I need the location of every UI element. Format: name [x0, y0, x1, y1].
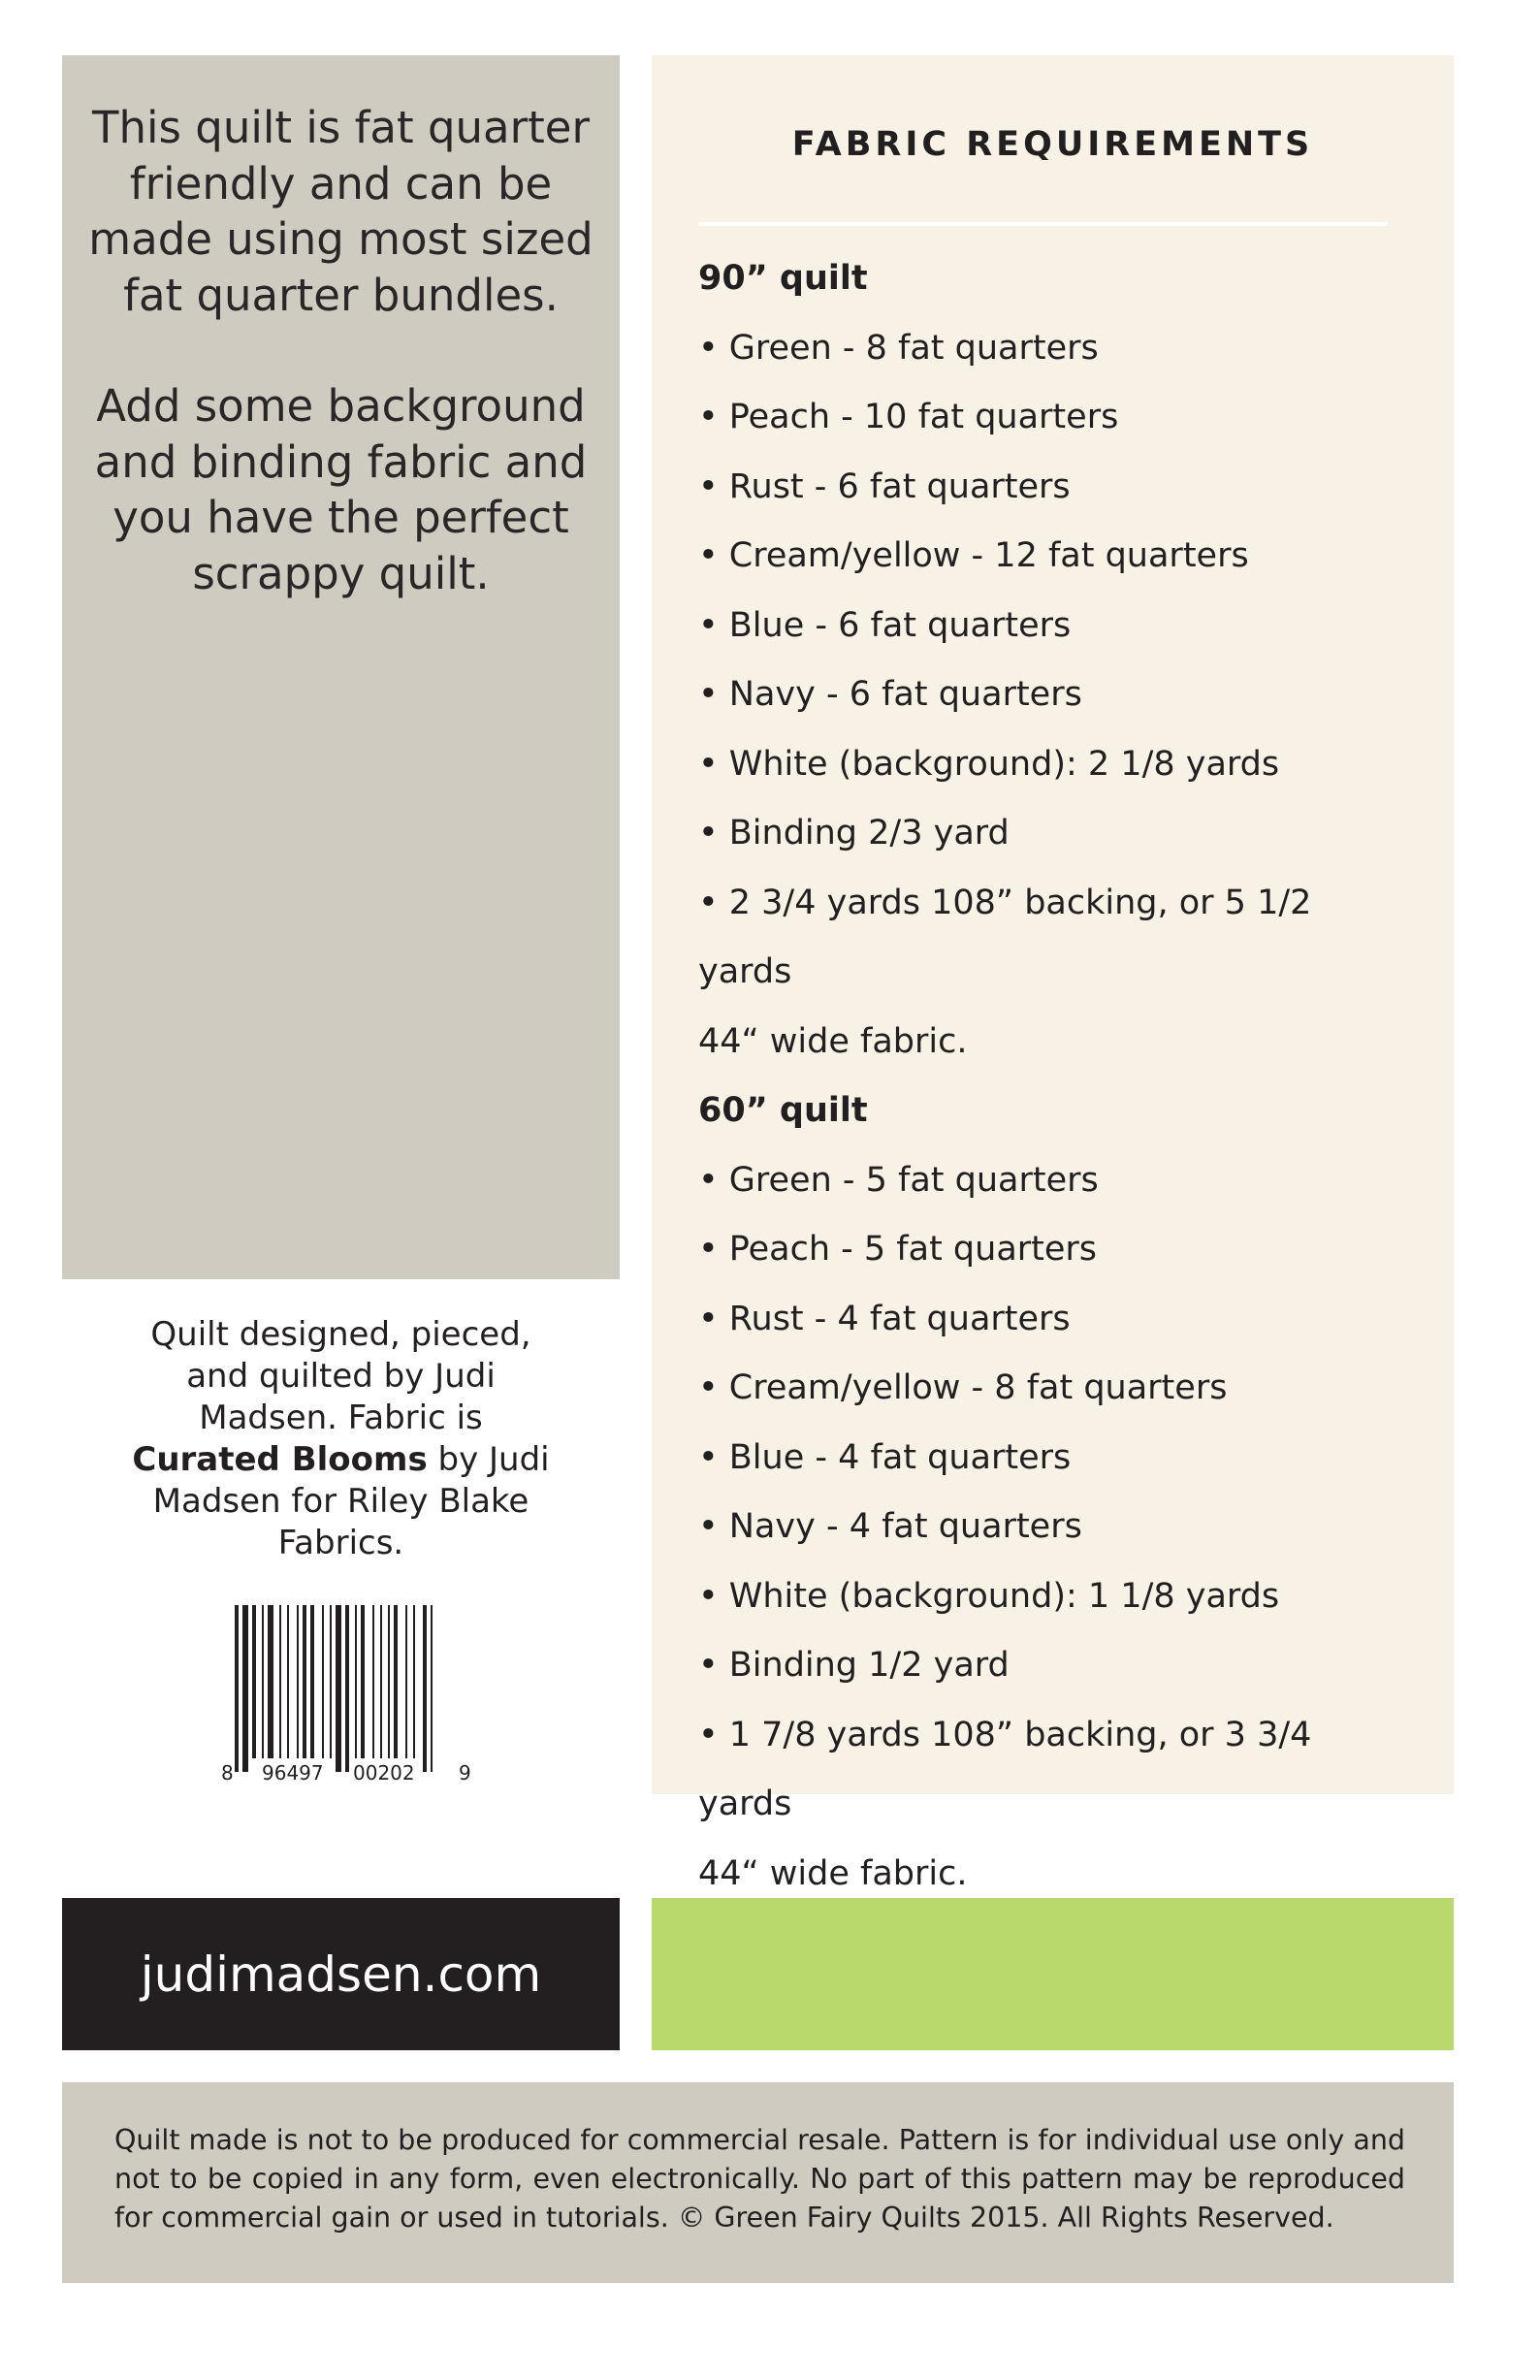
barcode-bar — [336, 1605, 341, 1772]
quilt-60-item: • Binding 1/2 yard — [698, 1646, 1010, 1685]
quilt-60-item: • Rust - 4 fat quarters — [698, 1299, 1071, 1338]
quilt-60-item: 44“ wide fabric. — [698, 1853, 968, 1893]
quilt-90-item: • Cream/yellow - 12 fat quarters — [698, 536, 1249, 575]
credits-before: Quilt designed, pieced, and quilted by Judi Madsen. Fabric is — [150, 1315, 531, 1437]
barcode-digit: 00202 — [353, 1761, 415, 1785]
barcode-bar — [405, 1605, 407, 1758]
barcode-bar — [268, 1605, 273, 1758]
quilt-90-item: • Rust - 6 fat quarters — [698, 466, 1071, 506]
quilt-90-item: • White (background): 2 1/8 yards — [698, 744, 1280, 784]
barcode-bar — [297, 1605, 299, 1758]
green-banner — [652, 1898, 1454, 2050]
barcode-bar — [235, 1605, 239, 1772]
website-link[interactable]: judimadsen.com — [140, 1946, 542, 2003]
barcode-bar — [413, 1605, 415, 1758]
title-divider — [698, 222, 1388, 226]
requirements-title: FABRIC REQUIREMENTS — [791, 125, 1314, 164]
fabric-requirements-panel — [652, 55, 1454, 1893]
barcode-bar — [322, 1605, 324, 1758]
quilt-90-item: 44“ wide fabric. — [698, 1021, 968, 1061]
barcode-digit: 9 — [459, 1761, 471, 1785]
quilt-90-item: • Green - 8 fat quarters — [698, 328, 1099, 368]
barcode-bar — [361, 1605, 365, 1758]
requirements-list — [698, 244, 1405, 1909]
quilt-60-heading: 60” quilt — [698, 1091, 868, 1130]
quilt-90-item: • Blue - 6 fat quarters — [698, 605, 1072, 645]
quilt-60-item: • Peach - 5 fat quarters — [698, 1230, 1098, 1269]
barcode-bar — [394, 1605, 398, 1758]
quilt-60-item: • Cream/yellow - 8 fat quarters — [698, 1368, 1228, 1407]
quilt-90-item: • Binding 2/3 yard — [698, 814, 1010, 852]
barcode-bar — [330, 1605, 332, 1758]
barcode-bar — [252, 1605, 256, 1758]
intro-paragraph-2: Add some background and binding fabric and you have the perfect scrappy quilt. — [94, 380, 588, 599]
quilt-60-item: • Green - 5 fat quarters — [698, 1160, 1099, 1200]
copyright-notice — [62, 2082, 1454, 2283]
barcode-bar — [380, 1605, 382, 1758]
website-banner — [62, 1898, 620, 2050]
quilt-60-item: • 1 7/8 yards 108” backing, or 3 3/4 yards — [698, 1715, 1312, 1823]
quilt-60-item: • Blue - 4 fat quarters — [698, 1437, 1072, 1477]
barcode-bar — [345, 1605, 349, 1772]
barcode-bar — [287, 1605, 289, 1758]
quilt-60-item: • Navy - 4 fat quarters — [698, 1507, 1082, 1546]
barcode-bar — [279, 1605, 281, 1758]
quilt-60-item: • White (background): 1 1/8 yards — [698, 1576, 1280, 1616]
barcode-bar — [310, 1605, 314, 1758]
barcode-bar — [431, 1605, 433, 1772]
barcode-bar — [388, 1605, 390, 1758]
credits-after: by Judi Madsen for Riley Blake Fabrics. — [152, 1440, 550, 1562]
quilt-90-item: • Peach - 10 fat quarters — [698, 398, 1119, 436]
quilt-90-item: • 2 3/4 yards 108” backing, or 5 1/2 yards — [698, 883, 1312, 991]
quilt-90-heading: 90” quilt — [698, 259, 868, 298]
barcode-bar — [262, 1605, 264, 1758]
barcode-bar — [303, 1605, 306, 1758]
credits-text — [62, 1314, 620, 1564]
fabric-line-name: Curated Blooms — [132, 1440, 428, 1479]
copyright-text: Quilt made is not to be produced for commercial resale. Pattern is for individual use only and not to be copied in any form, even electronically. No part of this pattern may be reproduced for commercial gain or used in tutorials. © Green Fairy Quilts 2015. All Rights Reserved. — [114, 2124, 1405, 2234]
quilt-90-item: • Navy - 6 fat quarters — [698, 675, 1082, 714]
intro-paragraph-1: This quilt is fat quarter friendly and can be made using most sized fat quarter bundles. — [88, 102, 594, 321]
barcode-digit: 96497 — [262, 1761, 324, 1785]
barcode-bar — [423, 1605, 427, 1772]
barcode — [221, 1605, 473, 1785]
barcode-bar — [355, 1605, 357, 1758]
barcode-bar — [372, 1605, 374, 1758]
intro-text — [81, 100, 600, 657]
barcode-digit: 8 — [221, 1761, 234, 1785]
barcode-bar — [242, 1605, 248, 1772]
intro-panel — [62, 55, 620, 1279]
